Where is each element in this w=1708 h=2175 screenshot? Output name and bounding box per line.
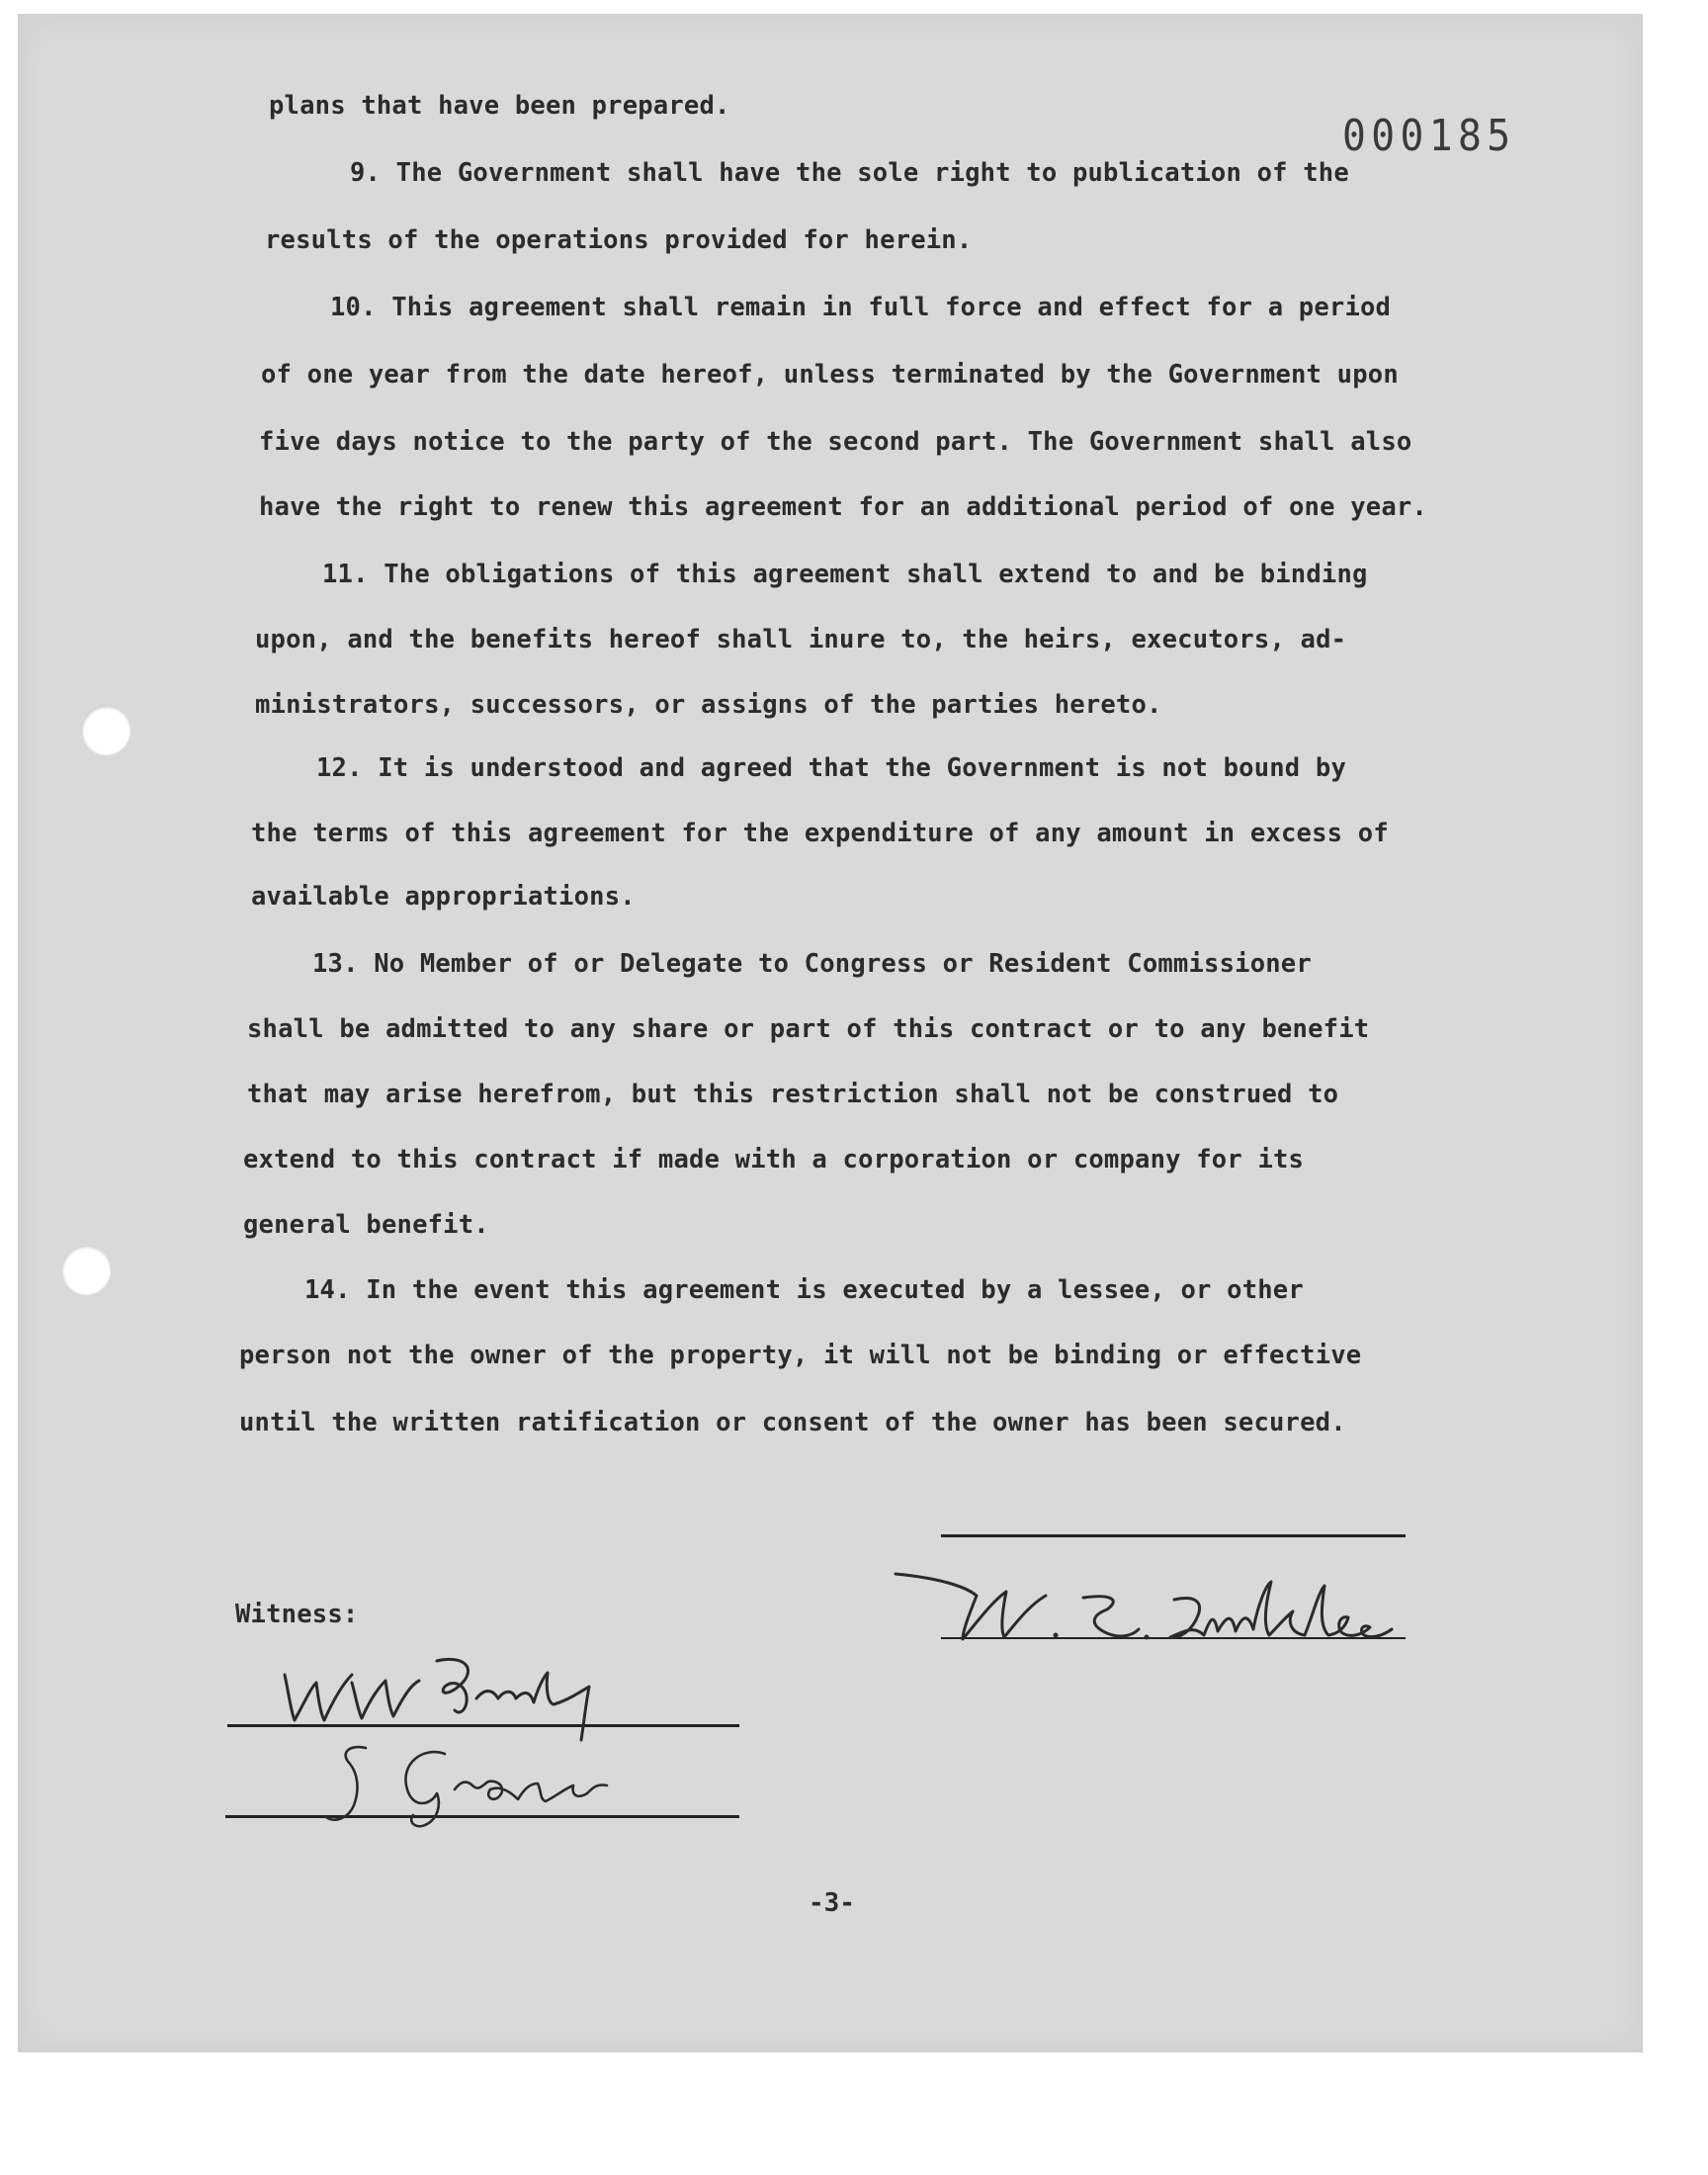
text-line: ministrators, successors, or assigns of the parties hereto. bbox=[255, 690, 1162, 720]
punch-hole bbox=[61, 1246, 111, 1295]
text-line: of one year from the date hereof, unless terminated by the Government upon bbox=[261, 360, 1399, 390]
text-line: five days notice to the party of the second part. The Government shall also bbox=[259, 427, 1412, 457]
text-line: 13. No Member of or Delegate to Congress or Resident Commissioner bbox=[312, 949, 1312, 979]
signature-line-top bbox=[941, 1534, 1406, 1537]
witness-label: Witness: bbox=[235, 1600, 359, 1629]
document-number: 000185 bbox=[1342, 111, 1516, 161]
text-line: shall be admitted to any share or part of this contract or to any benefit bbox=[247, 1014, 1370, 1044]
document-page bbox=[18, 14, 1643, 2052]
punch-hole bbox=[81, 706, 130, 755]
witness-signature-1 bbox=[265, 1633, 759, 1742]
text-line: person not the owner of the property, it will not be binding or effective bbox=[239, 1341, 1362, 1370]
text-line: 12. It is understood and agreed that the Government is not bound by bbox=[316, 753, 1347, 783]
text-line: that may arise herefrom, but this restriction shall not be construed to bbox=[247, 1080, 1339, 1109]
text-line: plans that have been prepared. bbox=[269, 91, 730, 121]
party-signature bbox=[878, 1556, 1491, 1665]
text-line: available appropriations. bbox=[251, 882, 636, 912]
text-line: 14. In the event this agreement is executed by a lessee, or other bbox=[304, 1275, 1304, 1305]
text-line: 11. The obligations of this agreement shall extend to and be binding bbox=[322, 560, 1368, 589]
text-line: upon, and the benefits hereof shall inure to, the heirs, executors, ad- bbox=[255, 625, 1347, 654]
text-line: extend to this contract if made with a corporation or company for its bbox=[243, 1145, 1305, 1174]
text-line: have the right to renew this agreement for an additional period of one year. bbox=[259, 492, 1427, 522]
witness-signature-2 bbox=[304, 1734, 700, 1833]
text-line: 10. This agreement shall remain in full force and effect for a period bbox=[330, 293, 1392, 322]
text-line: the terms of this agreement for the expenditure of any amount in excess of bbox=[251, 819, 1389, 848]
text-line: results of the operations provided for herein. bbox=[265, 225, 973, 255]
text-line: until the written ratification or consent of the owner has been secured. bbox=[239, 1408, 1346, 1437]
text-line: general benefit. bbox=[243, 1210, 489, 1240]
page-number: -3- bbox=[809, 1888, 855, 1918]
text-line: 9. The Government shall have the sole right to publication of the bbox=[350, 158, 1349, 188]
